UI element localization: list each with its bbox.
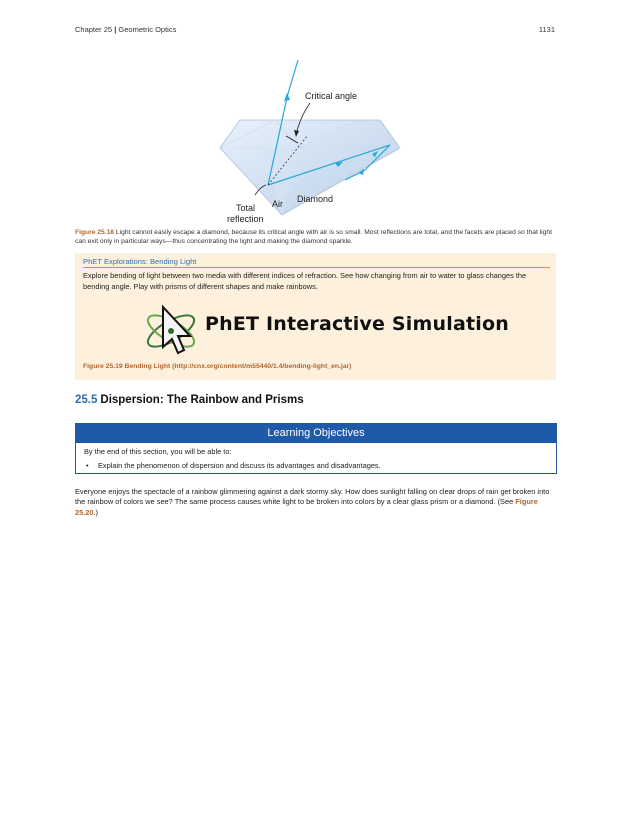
chapter-label: Chapter 25 — [75, 25, 113, 34]
figure-caption-text: Light cannot easily escape a diamond, because its critical angle with air is so small. Most reflections are total, and the facets are placed so that light can exit only in particular ways—thus concentrating the light and making the diamond sparkle. — [75, 229, 552, 245]
diamond-label: Diamond — [297, 194, 334, 204]
diamond-figure — [200, 55, 430, 230]
total-label: Total — [236, 203, 256, 213]
body-text-after: .) — [93, 507, 99, 517]
section-title: Dispersion: The Rainbow and Prisms — [100, 394, 304, 406]
bullet-icon: • — [86, 461, 89, 470]
body-paragraph — [75, 487, 556, 518]
phet-divider — [83, 267, 550, 268]
section-heading — [75, 394, 304, 406]
diamond-diagram — [200, 55, 430, 230]
learning-objective-text: Explain the phenomenon of dispersion and discuss its advantages and disadvantages. — [98, 461, 381, 470]
phet-explorations-box — [75, 253, 556, 380]
body-text-before: Everyone enjoys the spectacle of a rainbow glimmering against a dark stormy sky. How does sunlight falling on clear drops of rain get broken into the rainbow of colors we see? The same process causes white light to be broken into colors by a clear glass prism or a diamond. (See — [75, 487, 550, 507]
reflection-label: reflection — [227, 214, 264, 224]
critical-angle-label: Critical angle — [305, 91, 358, 101]
header-separator: | — [114, 25, 117, 34]
air-label: Air — [272, 199, 283, 209]
learning-objective-item — [86, 461, 381, 470]
phet-logo-text[interactable]: PhET Interactive Simulation — [205, 313, 509, 335]
figure-link[interactable]: Figure 25.20 — [75, 497, 538, 517]
page-number: 1131 — [538, 25, 555, 34]
learning-objectives-intro: By the end of this section, you will be able to: — [84, 447, 232, 456]
figure-number: Figure 25.18 — [75, 229, 115, 236]
phet-description: Explore bending of light between two media with different indices of refraction. See how changing from air to water to glass changes the bending angle. Play with prisms of different shapes and make rainbows. — [83, 271, 527, 291]
chapter-title: Geometric Optics — [118, 25, 177, 34]
learning-objectives-header: Learning Objectives — [76, 424, 556, 443]
section-number: 25.5 — [75, 394, 98, 406]
learning-objectives-box — [75, 423, 557, 474]
phet-title: PhET Explorations: Bending Light — [83, 257, 197, 266]
phet-figure-caption[interactable]: Figure 25.19 Bending Light (http://cnx.org/content/m55440/1.4/bending-light_en.jar) — [83, 363, 352, 370]
figure-caption — [75, 228, 555, 246]
running-header — [75, 25, 176, 34]
